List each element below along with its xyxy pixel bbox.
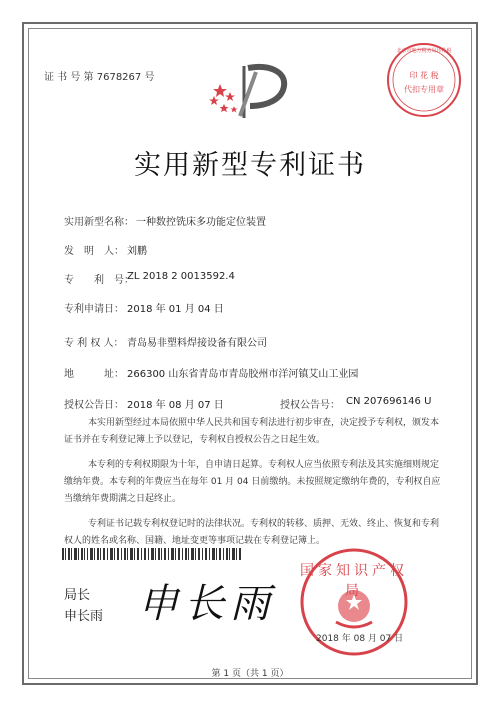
body-paragraph-3: 专利证书记载专利权登记时的法律状况。专利权的转移、质押、无效、终止、恢复和专利权人的姓名或名称、国籍、地址变更等事项记载在专利登记簿上。 [64, 519, 440, 546]
body-paragraph-1: 本实用新型经过本局依照中华人民共和国专利法进行初步审查，决定授予专利权，颁发本证书并在专利登记簿上予以登记，专利权自授权公告之日起生效。 [64, 418, 440, 445]
grant-number-value: CN 207696146 U [346, 396, 432, 407]
grant-date-value: 2018 年 08 月 07 日 [127, 400, 224, 411]
address-label: 地 址： [64, 369, 124, 380]
tax-stamp-text-2: 代扣专用章 [404, 85, 444, 94]
certificate-number-value: 7678267 [96, 72, 142, 83]
director-name: 申长雨 [64, 609, 104, 624]
filing-date-label: 专利申请日： [64, 304, 124, 315]
inventor-label: 发 明 人： [64, 246, 124, 257]
body-paragraph-2: 本专利的专利权期限为十年，自申请日起算。专利权人应当依照专利法及其实施细则规定缴纳年费。本专利的年费应当在每年 01 月 04 日前缴纳。未按照规定缴纳年费的，专利权自应当缴纳年费期满之日起终止。 [64, 460, 441, 504]
certificate-number [44, 68, 154, 83]
patent-number-value: ZL 2018 2 0013592.4 [127, 271, 235, 282]
certificate-number-label: 证 书 号 第 [44, 72, 94, 83]
owner-value: 青岛易非塑料焊接设备有限公司 [127, 338, 267, 349]
barcode-icon [62, 548, 242, 560]
name-label: 实用新型名称： [64, 217, 134, 228]
inventor-value: 刘鹏 [127, 246, 147, 257]
tax-stamp-text-1: 印 花 税 [409, 71, 439, 80]
address-value: 266300 山东省青岛市青岛胶州市洋河镇艾山工业园 [127, 369, 359, 380]
director-signature: 申长雨 [138, 581, 276, 627]
filing-date-value: 2018 年 01 月 04 日 [127, 304, 224, 315]
owner-label: 专 利 权 人： [64, 338, 124, 349]
grant-date-label: 授权公告日： [64, 400, 124, 411]
tax-stamp-ring-text: 北京市地方税务局印花税 [396, 48, 452, 54]
patent-office-logo-icon [200, 62, 310, 122]
patent-number-label: 专 利 号： [64, 275, 134, 286]
grant-number-label: 授权公告号： [280, 400, 340, 411]
seal-date: 2018 年 08 月 07 日 [316, 634, 404, 644]
page-footer: 第 1 页（共 1 页） [211, 669, 289, 679]
director-title: 局长 [64, 588, 91, 603]
certificate-number-suffix: 号 [144, 72, 155, 83]
seal-top-text: 国家知识产权局 [300, 563, 408, 599]
name-value: 一种数控铣床多功能定位装置 [136, 217, 266, 228]
tax-stamp [384, 40, 464, 120]
certificate-body [64, 415, 444, 558]
certificate-title: 实用新型专利证书 [134, 150, 366, 181]
